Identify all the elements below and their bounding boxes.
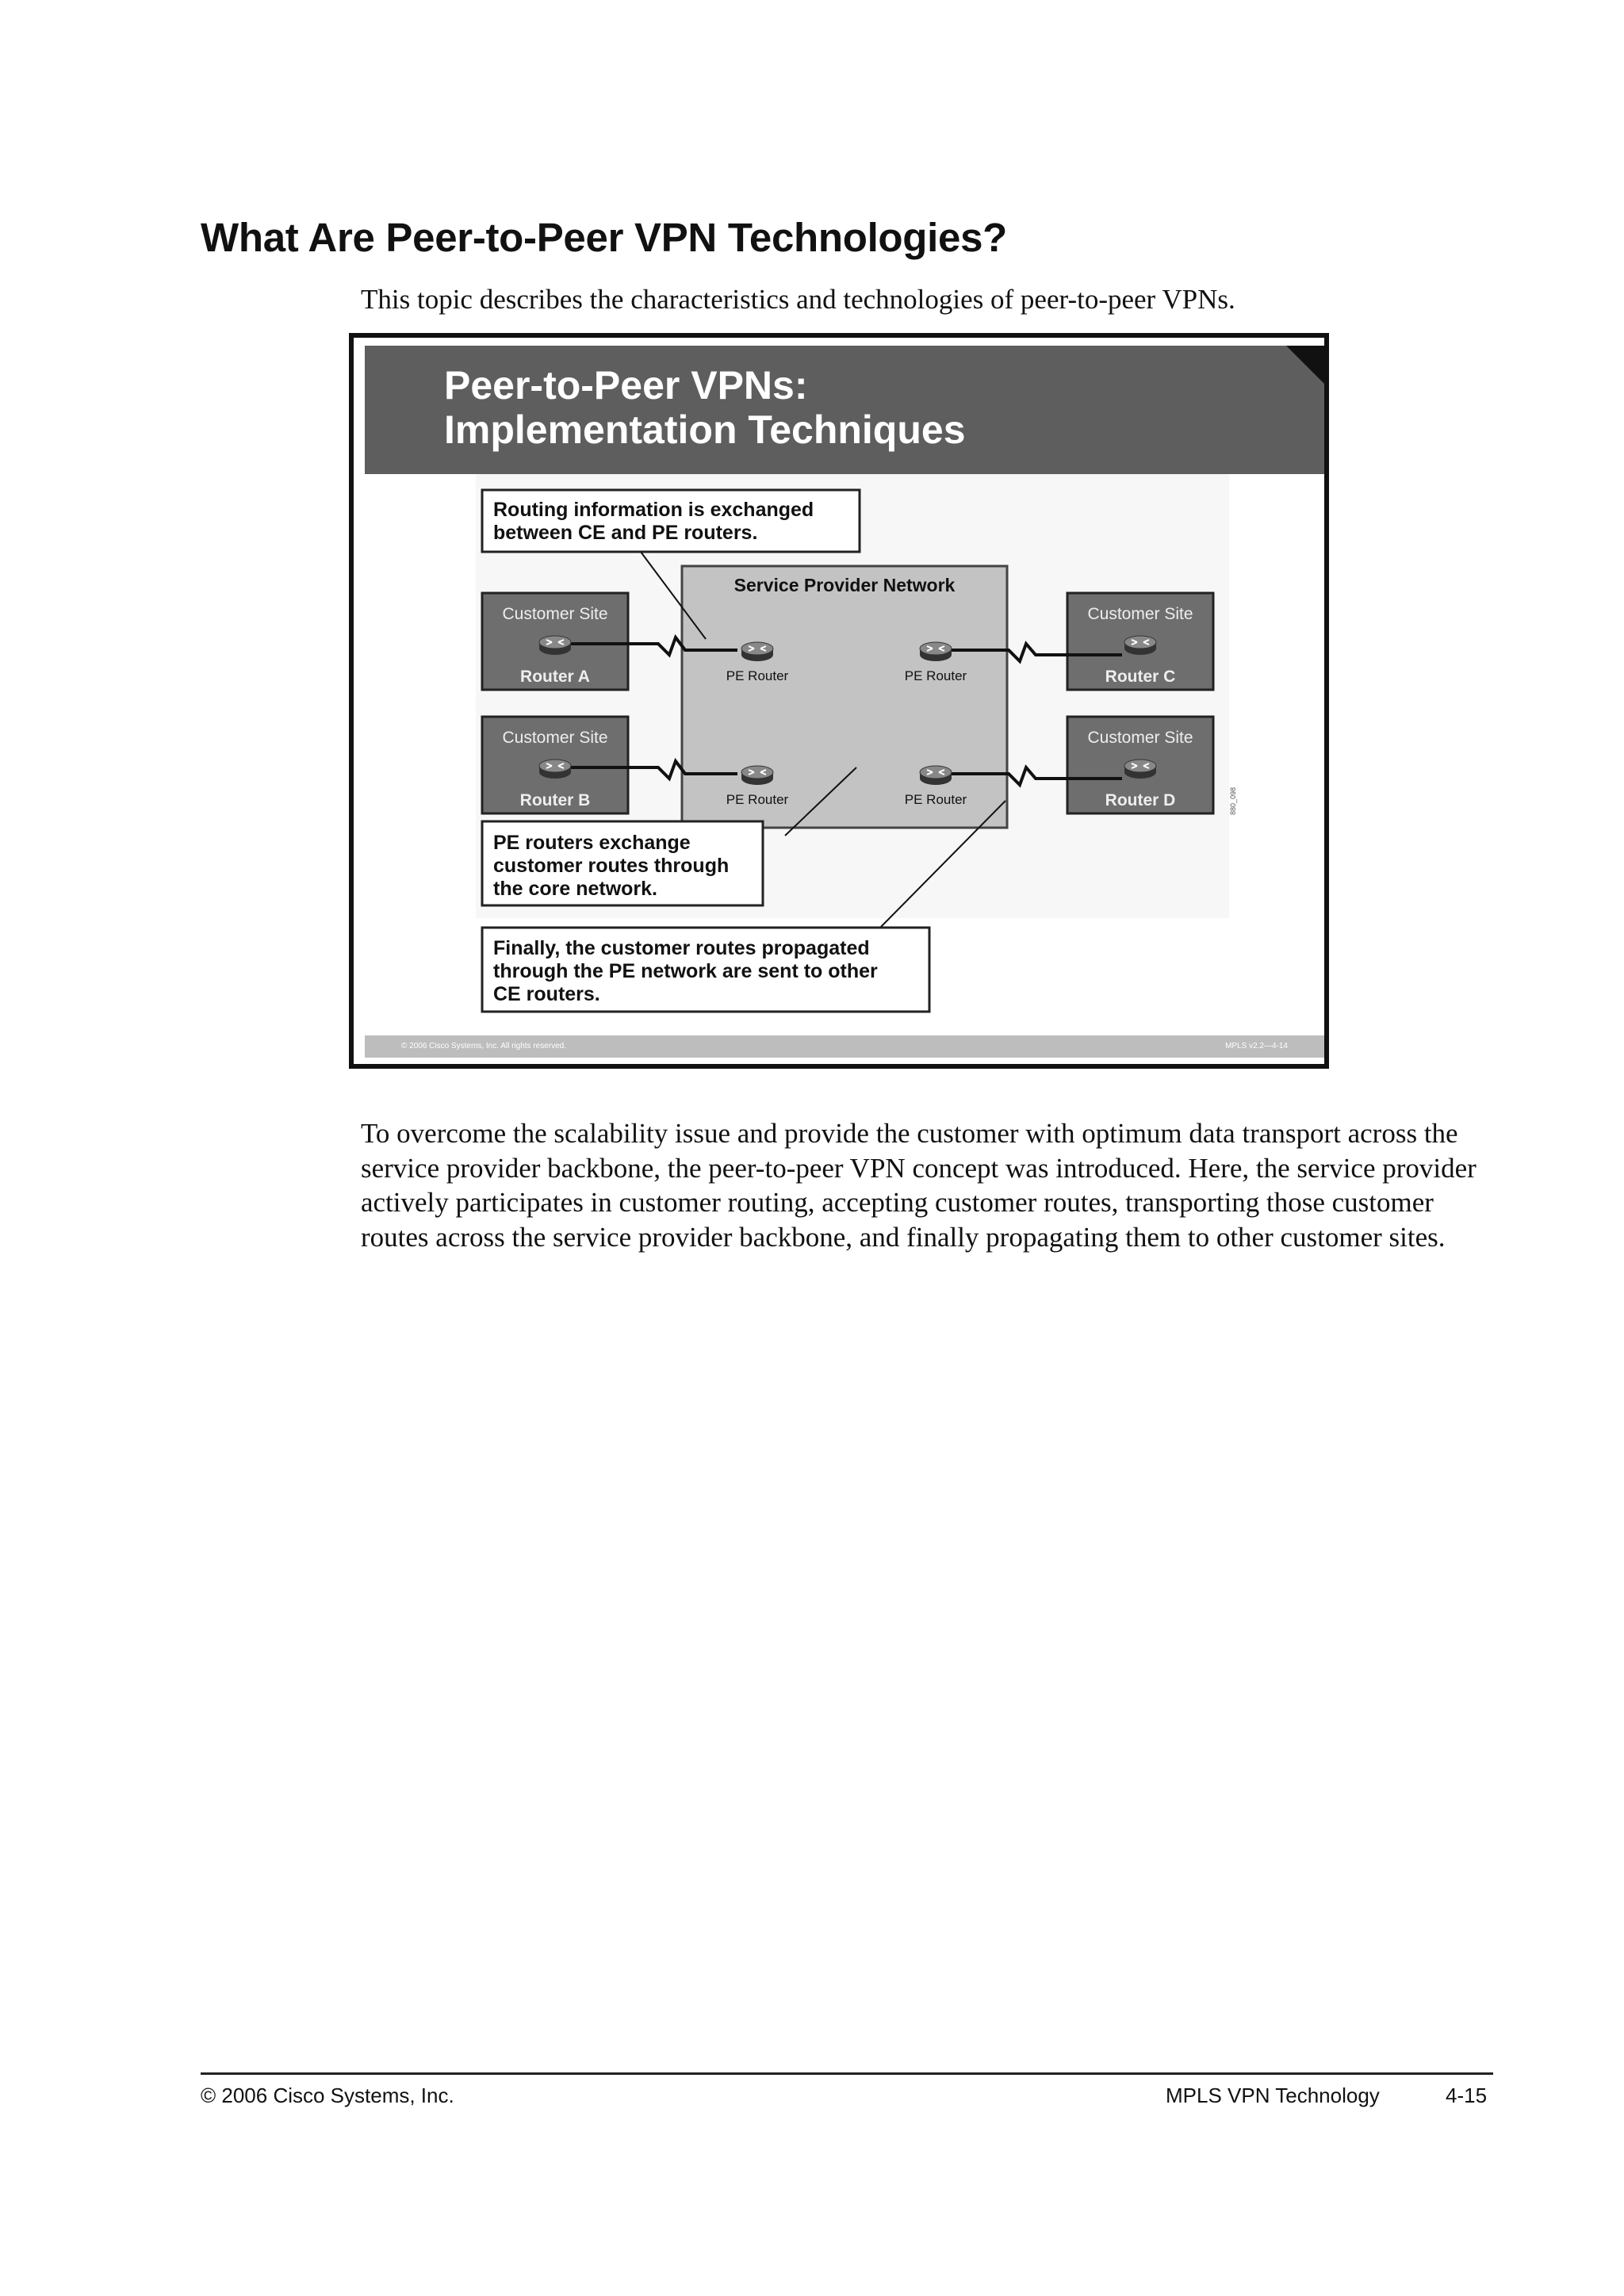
- network-label: Service Provider Network: [733, 575, 956, 595]
- site-label: Customer Site: [1087, 605, 1193, 623]
- pe-router-label: PE Router: [726, 668, 789, 683]
- callout-middle-line-1: PE routers exchange: [493, 832, 691, 854]
- slide-footer: [365, 1035, 1324, 1058]
- router-a-label: Router A: [520, 668, 590, 686]
- intro-text: This topic describes the characteristics and technologies of peer-to-peer VPNs.: [361, 284, 1235, 315]
- slide-title-line-2: Implementation Techniques: [444, 408, 966, 452]
- pe-router-label: PE Router: [726, 792, 789, 807]
- router-c-label: Router C: [1105, 668, 1176, 686]
- router-a-icon: [539, 636, 571, 655]
- site-label: Customer Site: [502, 605, 608, 623]
- footer-copyright: © 2006 Cisco Systems, Inc.: [201, 2084, 454, 2107]
- slide-header: [365, 346, 1324, 474]
- callout-middle-line-3: the core network.: [493, 878, 657, 900]
- service-provider-network: [682, 566, 1007, 828]
- slide-figure: [349, 333, 1329, 1069]
- page-heading: What Are Peer-to-Peer VPN Technologies?: [201, 215, 1007, 260]
- corner-mark: [1286, 346, 1324, 384]
- router-d-label: Router D: [1105, 791, 1176, 809]
- router-b-label: Router B: [519, 791, 591, 809]
- slide-title: [444, 363, 966, 452]
- footer-course-title: MPLS VPN Technology: [1166, 2084, 1380, 2107]
- pe-router-icon: [920, 766, 952, 785]
- router-b-icon: [539, 760, 571, 779]
- slide-title-line-1: Peer-to-Peer VPNs:: [444, 363, 808, 408]
- callout-bottom-line-3: CE routers.: [493, 983, 600, 1005]
- site-label: Customer Site: [1087, 729, 1193, 747]
- slide-course-code: MPLS v2.2—4-14: [1225, 1042, 1288, 1050]
- pe-router-label: PE Router: [904, 668, 967, 683]
- figure-code: 880_098: [1229, 786, 1237, 815]
- callout-bottom-line-1: Finally, the customer routes propagated: [493, 937, 870, 959]
- pe-router-icon: [920, 642, 952, 661]
- callout-top-line-1: Routing information is exchanged: [493, 499, 814, 521]
- pe-router-icon: [741, 766, 773, 785]
- footer-page-number: 4-15: [1446, 2084, 1488, 2107]
- footer-rule: [201, 2072, 1493, 2075]
- router-c-icon: [1124, 636, 1156, 655]
- callout-middle-line-2: customer routes through: [493, 855, 730, 877]
- callout-top-line-2: between CE and PE routers.: [493, 522, 758, 544]
- pe-router-icon: [741, 642, 773, 661]
- router-d-icon: [1124, 760, 1156, 779]
- network-diagram: [365, 474, 1324, 1048]
- callout-bottom-line-2: through the PE network are sent to other: [493, 960, 878, 982]
- body-paragraph: To overcome the scalability issue and provide the customer with optimum data transport across the service provider backbone, the peer-to-peer VPN concept was introduced. Here, the service provider actively participates in customer routing, accepting customer routes, transporting those customer routes across the service provider backbone, and finally propagating them to other customer sites.: [361, 1118, 1477, 1253]
- site-label: Customer Site: [502, 729, 608, 747]
- pe-router-label: PE Router: [904, 792, 967, 807]
- slide-copyright: © 2006 Cisco Systems, Inc. All rights reserved.: [401, 1042, 567, 1050]
